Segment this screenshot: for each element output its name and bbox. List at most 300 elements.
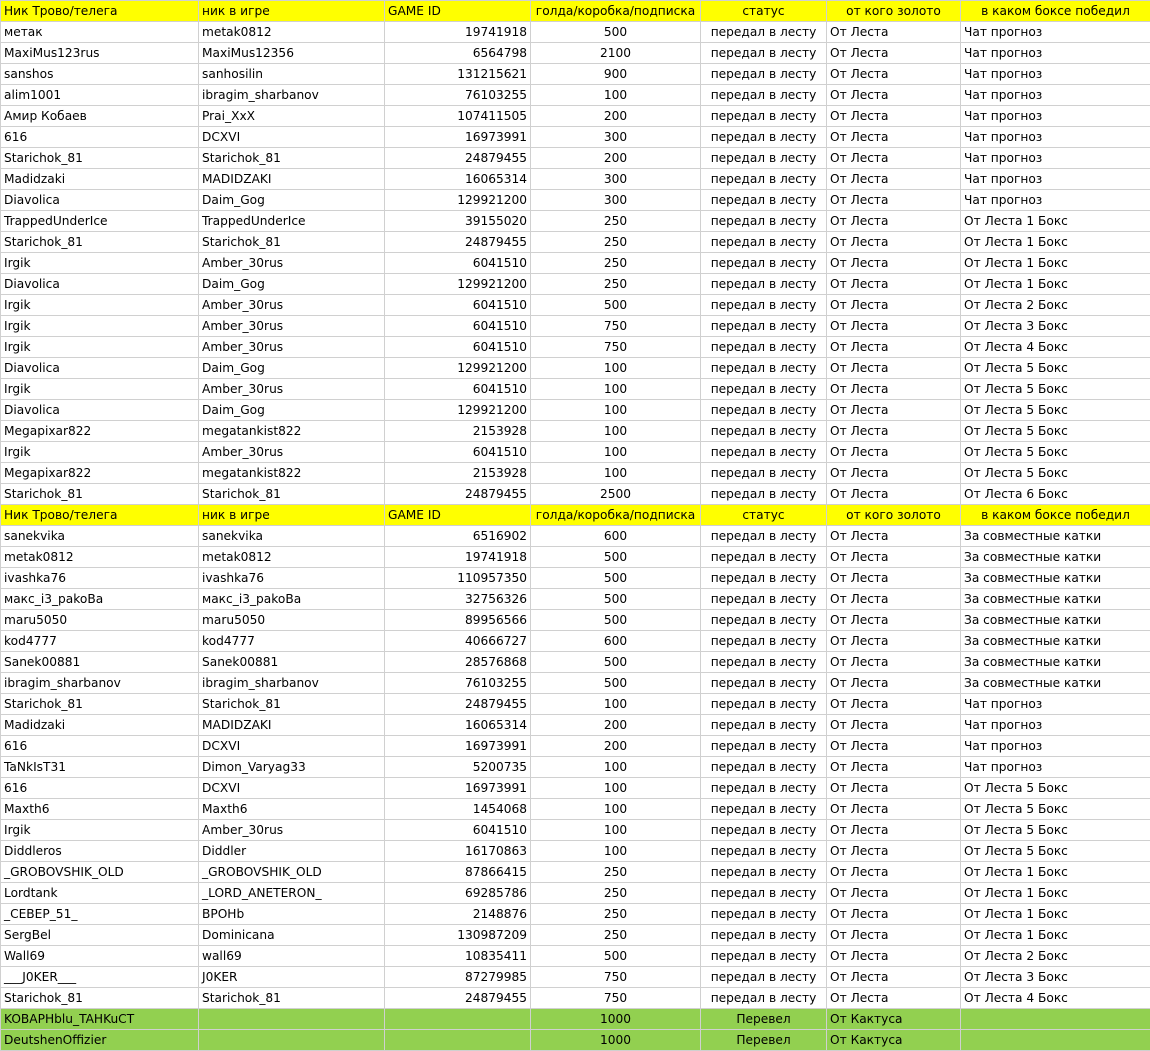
gold-cell[interactable]: 500 [531, 22, 701, 43]
game-id-cell[interactable]: 69285786 [385, 883, 531, 904]
from-cell[interactable]: От Леста [827, 715, 961, 736]
from-cell[interactable]: От Кактуса [827, 1030, 961, 1051]
from-cell[interactable]: От Леста [827, 358, 961, 379]
ingame-nick-cell[interactable]: макс_i3_pakoBa [199, 589, 385, 610]
game-id-cell[interactable] [385, 1030, 531, 1051]
gold-cell[interactable]: 250 [531, 211, 701, 232]
game-id-cell[interactable]: 19741918 [385, 547, 531, 568]
from-cell[interactable]: От Леста [827, 526, 961, 547]
box-cell[interactable]: От Леста 4 Бокс [961, 337, 1150, 358]
from-cell[interactable]: От Леста [827, 673, 961, 694]
gold-cell[interactable]: 100 [531, 841, 701, 862]
box-cell[interactable]: Чат прогноз [961, 148, 1150, 169]
game-id-cell[interactable]: 76103255 [385, 673, 531, 694]
nick-cell[interactable]: Megapixar822 [1, 463, 199, 484]
game-id-cell[interactable]: 129921200 [385, 358, 531, 379]
box-cell[interactable]: От Леста 5 Бокс [961, 820, 1150, 841]
game-id-cell[interactable]: 5200735 [385, 757, 531, 778]
header-nick[interactable]: Ник Трово/телега [1, 1, 199, 22]
status-cell[interactable]: передал в лесту [701, 526, 827, 547]
box-cell[interactable]: От Леста 5 Бокс [961, 778, 1150, 799]
status-cell[interactable]: передал в лесту [701, 484, 827, 505]
status-cell[interactable]: передал в лесту [701, 589, 827, 610]
status-cell[interactable]: передал в лесту [701, 673, 827, 694]
gold-cell[interactable]: 500 [531, 568, 701, 589]
ingame-nick-cell[interactable] [199, 1009, 385, 1030]
box-cell[interactable]: От Леста 1 Бокс [961, 862, 1150, 883]
gold-cell[interactable]: 200 [531, 736, 701, 757]
ingame-nick-cell[interactable]: Daim_Gog [199, 190, 385, 211]
from-cell[interactable]: От Леста [827, 736, 961, 757]
nick-cell[interactable]: Diavolica [1, 358, 199, 379]
from-cell[interactable]: От Леста [827, 400, 961, 421]
gold-cell[interactable]: 500 [531, 946, 701, 967]
game-id-cell[interactable]: 110957350 [385, 568, 531, 589]
game-id-cell[interactable]: 6564798 [385, 43, 531, 64]
ingame-nick-cell[interactable]: Amber_30rus [199, 820, 385, 841]
gold-cell[interactable]: 2100 [531, 43, 701, 64]
from-cell[interactable]: От Кактуса [827, 1009, 961, 1030]
box-cell[interactable]: От Леста 5 Бокс [961, 400, 1150, 421]
gold-cell[interactable]: 300 [531, 127, 701, 148]
game-id-cell[interactable]: 24879455 [385, 694, 531, 715]
ingame-nick-cell[interactable]: Amber_30rus [199, 316, 385, 337]
game-id-cell[interactable]: 6041510 [385, 820, 531, 841]
game-id-cell[interactable]: 6041510 [385, 442, 531, 463]
status-cell[interactable]: передал в лесту [701, 715, 827, 736]
box-cell[interactable]: От Леста 2 Бокс [961, 295, 1150, 316]
from-cell[interactable]: От Леста [827, 211, 961, 232]
from-cell[interactable]: От Леста [827, 484, 961, 505]
status-cell[interactable]: передал в лесту [701, 610, 827, 631]
from-cell[interactable]: От Леста [827, 421, 961, 442]
gold-cell[interactable]: 500 [531, 673, 701, 694]
box-cell[interactable]: От Леста 5 Бокс [961, 799, 1150, 820]
status-cell[interactable]: передал в лесту [701, 274, 827, 295]
box-cell[interactable]: За совместные катки [961, 547, 1150, 568]
from-cell[interactable]: От Леста [827, 967, 961, 988]
status-cell[interactable]: передал в лесту [701, 757, 827, 778]
ingame-nick-cell[interactable]: metak0812 [199, 547, 385, 568]
from-cell[interactable]: От Леста [827, 127, 961, 148]
nick-cell[interactable]: KOBAPHblu_TAHKuCT [1, 1009, 199, 1030]
gold-cell[interactable]: 100 [531, 379, 701, 400]
nick-cell[interactable]: Madidzaki [1, 169, 199, 190]
nick-cell[interactable]: _CEBEP_51_ [1, 904, 199, 925]
status-cell[interactable]: передал в лесту [701, 631, 827, 652]
nick-cell[interactable]: MaxiMus123rus [1, 43, 199, 64]
gold-cell[interactable]: 250 [531, 904, 701, 925]
status-cell[interactable]: передал в лесту [701, 967, 827, 988]
status-cell[interactable]: передал в лесту [701, 463, 827, 484]
ingame-nick-cell[interactable]: Sanek00881 [199, 652, 385, 673]
ingame-nick-cell[interactable]: megatankist822 [199, 421, 385, 442]
game-id-cell[interactable]: 129921200 [385, 400, 531, 421]
from-cell[interactable]: От Леста [827, 190, 961, 211]
gold-cell[interactable]: 500 [531, 547, 701, 568]
nick-cell[interactable]: sanshos [1, 64, 199, 85]
ingame-nick-cell[interactable]: Starichok_81 [199, 232, 385, 253]
gold-cell[interactable]: 300 [531, 190, 701, 211]
ingame-nick-cell[interactable]: megatankist822 [199, 463, 385, 484]
from-cell[interactable]: От Леста [827, 778, 961, 799]
ingame-nick-cell[interactable]: DCXVI [199, 736, 385, 757]
status-cell[interactable]: передал в лесту [701, 64, 827, 85]
from-cell[interactable]: От Леста [827, 904, 961, 925]
nick-cell[interactable]: 616 [1, 778, 199, 799]
box-cell[interactable]: За совместные катки [961, 526, 1150, 547]
gold-cell[interactable]: 500 [531, 610, 701, 631]
status-cell[interactable]: передал в лесту [701, 694, 827, 715]
nick-cell[interactable]: Irgik [1, 442, 199, 463]
ingame-nick-cell[interactable]: Dominicana [199, 925, 385, 946]
from-cell[interactable]: От Леста [827, 106, 961, 127]
status-cell[interactable]: передал в лесту [701, 652, 827, 673]
game-id-cell[interactable]: 76103255 [385, 85, 531, 106]
nick-cell[interactable]: _GROBOVSHIK_OLD [1, 862, 199, 883]
status-cell[interactable]: передал в лесту [701, 337, 827, 358]
game-id-cell[interactable]: 24879455 [385, 988, 531, 1009]
from-cell[interactable]: От Леста [827, 379, 961, 400]
from-cell[interactable]: От Леста [827, 862, 961, 883]
gold-cell[interactable]: 500 [531, 295, 701, 316]
box-cell[interactable] [961, 1009, 1150, 1030]
header-game_id[interactable]: GAME ID [385, 505, 531, 526]
ingame-nick-cell[interactable]: sanhosilin [199, 64, 385, 85]
box-cell[interactable]: От Леста 2 Бокс [961, 946, 1150, 967]
nick-cell[interactable]: Maxth6 [1, 799, 199, 820]
nick-cell[interactable]: TaNkIsT31 [1, 757, 199, 778]
ingame-nick-cell[interactable]: _GROBOVSHIK_OLD [199, 862, 385, 883]
header-ign[interactable]: ник в игре [199, 505, 385, 526]
ingame-nick-cell[interactable]: Daim_Gog [199, 358, 385, 379]
game-id-cell[interactable]: 28576868 [385, 652, 531, 673]
gold-cell[interactable]: 200 [531, 106, 701, 127]
ingame-nick-cell[interactable]: Daim_Gog [199, 274, 385, 295]
nick-cell[interactable]: maru5050 [1, 610, 199, 631]
nick-cell[interactable]: 616 [1, 736, 199, 757]
nick-cell[interactable]: Irgik [1, 316, 199, 337]
gold-cell[interactable]: 750 [531, 316, 701, 337]
box-cell[interactable]: Чат прогноз [961, 106, 1150, 127]
status-cell[interactable]: передал в лесту [701, 547, 827, 568]
nick-cell[interactable]: метак [1, 22, 199, 43]
gold-cell[interactable]: 100 [531, 358, 701, 379]
from-cell[interactable]: От Леста [827, 652, 961, 673]
from-cell[interactable]: От Леста [827, 946, 961, 967]
box-cell[interactable]: Чат прогноз [961, 22, 1150, 43]
status-cell[interactable]: передал в лесту [701, 862, 827, 883]
nick-cell[interactable]: ivashka76 [1, 568, 199, 589]
game-id-cell[interactable]: 2148876 [385, 904, 531, 925]
ingame-nick-cell[interactable]: Amber_30rus [199, 253, 385, 274]
box-cell[interactable]: Чат прогноз [961, 43, 1150, 64]
game-id-cell[interactable]: 6041510 [385, 337, 531, 358]
gold-cell[interactable]: 250 [531, 274, 701, 295]
ingame-nick-cell[interactable]: MADIDZAKI [199, 715, 385, 736]
nick-cell[interactable]: Diavolica [1, 190, 199, 211]
from-cell[interactable]: От Леста [827, 757, 961, 778]
gold-cell[interactable]: 200 [531, 148, 701, 169]
game-id-cell[interactable]: 24879455 [385, 148, 531, 169]
from-cell[interactable]: От Леста [827, 274, 961, 295]
game-id-cell[interactable]: 6516902 [385, 526, 531, 547]
nick-cell[interactable]: Starichok_81 [1, 694, 199, 715]
gold-cell[interactable]: 600 [531, 526, 701, 547]
box-cell[interactable]: Чат прогноз [961, 85, 1150, 106]
status-cell[interactable]: передал в лесту [701, 883, 827, 904]
status-cell[interactable]: передал в лесту [701, 169, 827, 190]
status-cell[interactable]: передал в лесту [701, 568, 827, 589]
ingame-nick-cell[interactable]: J0KER [199, 967, 385, 988]
status-cell[interactable]: передал в лесту [701, 127, 827, 148]
from-cell[interactable]: От Леста [827, 799, 961, 820]
ingame-nick-cell[interactable]: MADIDZAKI [199, 169, 385, 190]
gold-cell[interactable]: 100 [531, 85, 701, 106]
from-cell[interactable]: От Леста [827, 988, 961, 1009]
game-id-cell[interactable]: 130987209 [385, 925, 531, 946]
box-cell[interactable]: За совместные катки [961, 610, 1150, 631]
game-id-cell[interactable]: 40666727 [385, 631, 531, 652]
game-id-cell[interactable]: 16973991 [385, 778, 531, 799]
nick-cell[interactable]: SergBel [1, 925, 199, 946]
box-cell[interactable]: От Леста 1 Бокс [961, 274, 1150, 295]
ingame-nick-cell[interactable]: Amber_30rus [199, 337, 385, 358]
game-id-cell[interactable]: 2153928 [385, 463, 531, 484]
box-cell[interactable]: За совместные катки [961, 673, 1150, 694]
status-cell[interactable]: Перевел [701, 1030, 827, 1051]
nick-cell[interactable]: Амир Кобаев [1, 106, 199, 127]
from-cell[interactable]: От Леста [827, 85, 961, 106]
game-id-cell[interactable]: 129921200 [385, 190, 531, 211]
box-cell[interactable]: За совместные катки [961, 568, 1150, 589]
gold-cell[interactable]: 1000 [531, 1030, 701, 1051]
ingame-nick-cell[interactable]: Starichok_81 [199, 148, 385, 169]
ingame-nick-cell[interactable]: kod4777 [199, 631, 385, 652]
from-cell[interactable]: От Леста [827, 253, 961, 274]
box-cell[interactable]: От Леста 1 Бокс [961, 232, 1150, 253]
from-cell[interactable]: От Леста [827, 169, 961, 190]
from-cell[interactable]: От Леста [827, 337, 961, 358]
nick-cell[interactable]: Diavolica [1, 400, 199, 421]
gold-cell[interactable]: 2500 [531, 484, 701, 505]
ingame-nick-cell[interactable]: Starichok_81 [199, 694, 385, 715]
from-cell[interactable]: От Леста [827, 316, 961, 337]
box-cell[interactable]: От Леста 5 Бокс [961, 358, 1150, 379]
from-cell[interactable]: От Леста [827, 883, 961, 904]
ingame-nick-cell[interactable]: DCXVI [199, 127, 385, 148]
game-id-cell[interactable]: 89956566 [385, 610, 531, 631]
status-cell[interactable]: передал в лесту [701, 148, 827, 169]
nick-cell[interactable]: DeutshenOffizier [1, 1030, 199, 1051]
status-cell[interactable]: передал в лесту [701, 736, 827, 757]
box-cell[interactable]: От Леста 5 Бокс [961, 841, 1150, 862]
from-cell[interactable]: От Леста [827, 610, 961, 631]
box-cell[interactable]: От Леста 1 Бокс [961, 253, 1150, 274]
ingame-nick-cell[interactable]: Daim_Gog [199, 400, 385, 421]
nick-cell[interactable]: Starichok_81 [1, 148, 199, 169]
box-cell[interactable]: Чат прогноз [961, 757, 1150, 778]
nick-cell[interactable]: Madidzaki [1, 715, 199, 736]
nick-cell[interactable]: Diddleros [1, 841, 199, 862]
status-cell[interactable]: передал в лесту [701, 211, 827, 232]
status-cell[interactable]: передал в лесту [701, 400, 827, 421]
status-cell[interactable]: передал в лесту [701, 442, 827, 463]
box-cell[interactable]: От Леста 4 Бокс [961, 988, 1150, 1009]
box-cell[interactable]: От Леста 3 Бокс [961, 316, 1150, 337]
game-id-cell[interactable]: 107411505 [385, 106, 531, 127]
ingame-nick-cell[interactable]: MaxiMus12356 [199, 43, 385, 64]
box-cell[interactable]: От Леста 1 Бокс [961, 211, 1150, 232]
game-id-cell[interactable]: 1454068 [385, 799, 531, 820]
gold-cell[interactable]: 900 [531, 64, 701, 85]
from-cell[interactable]: От Леста [827, 442, 961, 463]
box-cell[interactable]: Чат прогноз [961, 127, 1150, 148]
box-cell[interactable]: От Леста 1 Бокс [961, 883, 1150, 904]
status-cell[interactable]: передал в лесту [701, 841, 827, 862]
game-id-cell[interactable]: 32756326 [385, 589, 531, 610]
gold-cell[interactable]: 100 [531, 757, 701, 778]
nick-cell[interactable]: Irgik [1, 295, 199, 316]
game-id-cell[interactable]: 16065314 [385, 715, 531, 736]
status-cell[interactable]: передал в лесту [701, 421, 827, 442]
from-cell[interactable]: От Леста [827, 22, 961, 43]
box-cell[interactable]: От Леста 5 Бокс [961, 463, 1150, 484]
gold-cell[interactable]: 500 [531, 589, 701, 610]
status-cell[interactable]: передал в лесту [701, 358, 827, 379]
nick-cell[interactable]: Starichok_81 [1, 484, 199, 505]
ingame-nick-cell[interactable]: wall69 [199, 946, 385, 967]
game-id-cell[interactable]: 19741918 [385, 22, 531, 43]
nick-cell[interactable]: Diavolica [1, 274, 199, 295]
ingame-nick-cell[interactable]: Prai_XxX [199, 106, 385, 127]
nick-cell[interactable]: Lordtank [1, 883, 199, 904]
header-box[interactable]: в каком боксе победил [961, 1, 1150, 22]
ingame-nick-cell[interactable]: _LORD_ANETERON_ [199, 883, 385, 904]
nick-cell[interactable]: Sanek00881 [1, 652, 199, 673]
gold-cell[interactable]: 750 [531, 967, 701, 988]
from-cell[interactable]: От Леста [827, 43, 961, 64]
header-nick[interactable]: Ник Трово/телега [1, 505, 199, 526]
from-cell[interactable]: От Леста [827, 841, 961, 862]
ingame-nick-cell[interactable]: Amber_30rus [199, 295, 385, 316]
ingame-nick-cell[interactable]: Dimon_Varyag33 [199, 757, 385, 778]
gold-cell[interactable]: 200 [531, 715, 701, 736]
from-cell[interactable]: От Леста [827, 820, 961, 841]
game-id-cell[interactable]: 6041510 [385, 316, 531, 337]
gold-cell[interactable]: 250 [531, 925, 701, 946]
status-cell[interactable]: передал в лесту [701, 316, 827, 337]
game-id-cell[interactable]: 16973991 [385, 127, 531, 148]
status-cell[interactable]: передал в лесту [701, 778, 827, 799]
gold-cell[interactable]: 250 [531, 862, 701, 883]
nick-cell[interactable]: kod4777 [1, 631, 199, 652]
ingame-nick-cell[interactable]: Amber_30rus [199, 442, 385, 463]
from-cell[interactable]: От Леста [827, 568, 961, 589]
header-box[interactable]: в каком боксе победил [961, 505, 1150, 526]
status-cell[interactable]: передал в лесту [701, 820, 827, 841]
gold-cell[interactable]: 250 [531, 232, 701, 253]
nick-cell[interactable]: Wall69 [1, 946, 199, 967]
game-id-cell[interactable] [385, 1009, 531, 1030]
box-cell[interactable]: От Леста 1 Бокс [961, 925, 1150, 946]
gold-cell[interactable]: 750 [531, 988, 701, 1009]
nick-cell[interactable]: Irgik [1, 253, 199, 274]
box-cell[interactable]: От Леста 5 Бокс [961, 442, 1150, 463]
box-cell[interactable]: Чат прогноз [961, 64, 1150, 85]
nick-cell[interactable]: Irgik [1, 337, 199, 358]
box-cell[interactable]: Чат прогноз [961, 169, 1150, 190]
ingame-nick-cell[interactable]: metak0812 [199, 22, 385, 43]
status-cell[interactable]: передал в лесту [701, 85, 827, 106]
status-cell[interactable]: передал в лесту [701, 43, 827, 64]
game-id-cell[interactable]: 2153928 [385, 421, 531, 442]
from-cell[interactable]: От Леста [827, 232, 961, 253]
gold-cell[interactable]: 250 [531, 253, 701, 274]
box-cell[interactable]: Чат прогноз [961, 190, 1150, 211]
gold-cell[interactable]: 100 [531, 820, 701, 841]
status-cell[interactable]: передал в лесту [701, 925, 827, 946]
gold-cell[interactable]: 100 [531, 421, 701, 442]
ingame-nick-cell[interactable]: Diddler [199, 841, 385, 862]
nick-cell[interactable]: макс_i3_pakoBa [1, 589, 199, 610]
gold-cell[interactable]: 100 [531, 400, 701, 421]
game-id-cell[interactable]: 6041510 [385, 295, 531, 316]
header-ign[interactable]: ник в игре [199, 1, 385, 22]
game-id-cell[interactable]: 39155020 [385, 211, 531, 232]
header-from[interactable]: от кого золото [827, 1, 961, 22]
status-cell[interactable]: передал в лесту [701, 946, 827, 967]
status-cell[interactable]: передал в лесту [701, 253, 827, 274]
header-status[interactable]: статус [701, 1, 827, 22]
box-cell[interactable]: За совместные катки [961, 589, 1150, 610]
from-cell[interactable]: От Леста [827, 463, 961, 484]
box-cell[interactable]: Чат прогноз [961, 715, 1150, 736]
status-cell[interactable]: передал в лесту [701, 379, 827, 400]
from-cell[interactable]: От Леста [827, 547, 961, 568]
status-cell[interactable]: передал в лесту [701, 904, 827, 925]
game-id-cell[interactable]: 10835411 [385, 946, 531, 967]
status-cell[interactable]: передал в лесту [701, 106, 827, 127]
status-cell[interactable]: передал в лесту [701, 988, 827, 1009]
from-cell[interactable]: От Леста [827, 631, 961, 652]
ingame-nick-cell[interactable]: ivashka76 [199, 568, 385, 589]
nick-cell[interactable]: Irgik [1, 820, 199, 841]
nick-cell[interactable]: 616 [1, 127, 199, 148]
ingame-nick-cell[interactable]: ibragim_sharbanov [199, 673, 385, 694]
header-status[interactable]: статус [701, 505, 827, 526]
ingame-nick-cell[interactable]: sanekvika [199, 526, 385, 547]
gold-cell[interactable]: 600 [531, 631, 701, 652]
gold-cell[interactable]: 750 [531, 337, 701, 358]
gold-cell[interactable]: 100 [531, 799, 701, 820]
box-cell[interactable]: За совместные катки [961, 631, 1150, 652]
nick-cell[interactable]: Starichok_81 [1, 232, 199, 253]
gold-cell[interactable]: 1000 [531, 1009, 701, 1030]
nick-cell[interactable]: ibragim_sharbanov [1, 673, 199, 694]
nick-cell[interactable]: alim1001 [1, 85, 199, 106]
from-cell[interactable]: От Леста [827, 148, 961, 169]
game-id-cell[interactable]: 16065314 [385, 169, 531, 190]
nick-cell[interactable]: metak0812 [1, 547, 199, 568]
nick-cell[interactable]: sanekvika [1, 526, 199, 547]
ingame-nick-cell[interactable]: maru5050 [199, 610, 385, 631]
game-id-cell[interactable]: 24879455 [385, 232, 531, 253]
box-cell[interactable] [961, 1030, 1150, 1051]
status-cell[interactable]: Перевел [701, 1009, 827, 1030]
ingame-nick-cell[interactable]: BPOHb [199, 904, 385, 925]
box-cell[interactable]: От Леста 6 Бокс [961, 484, 1150, 505]
